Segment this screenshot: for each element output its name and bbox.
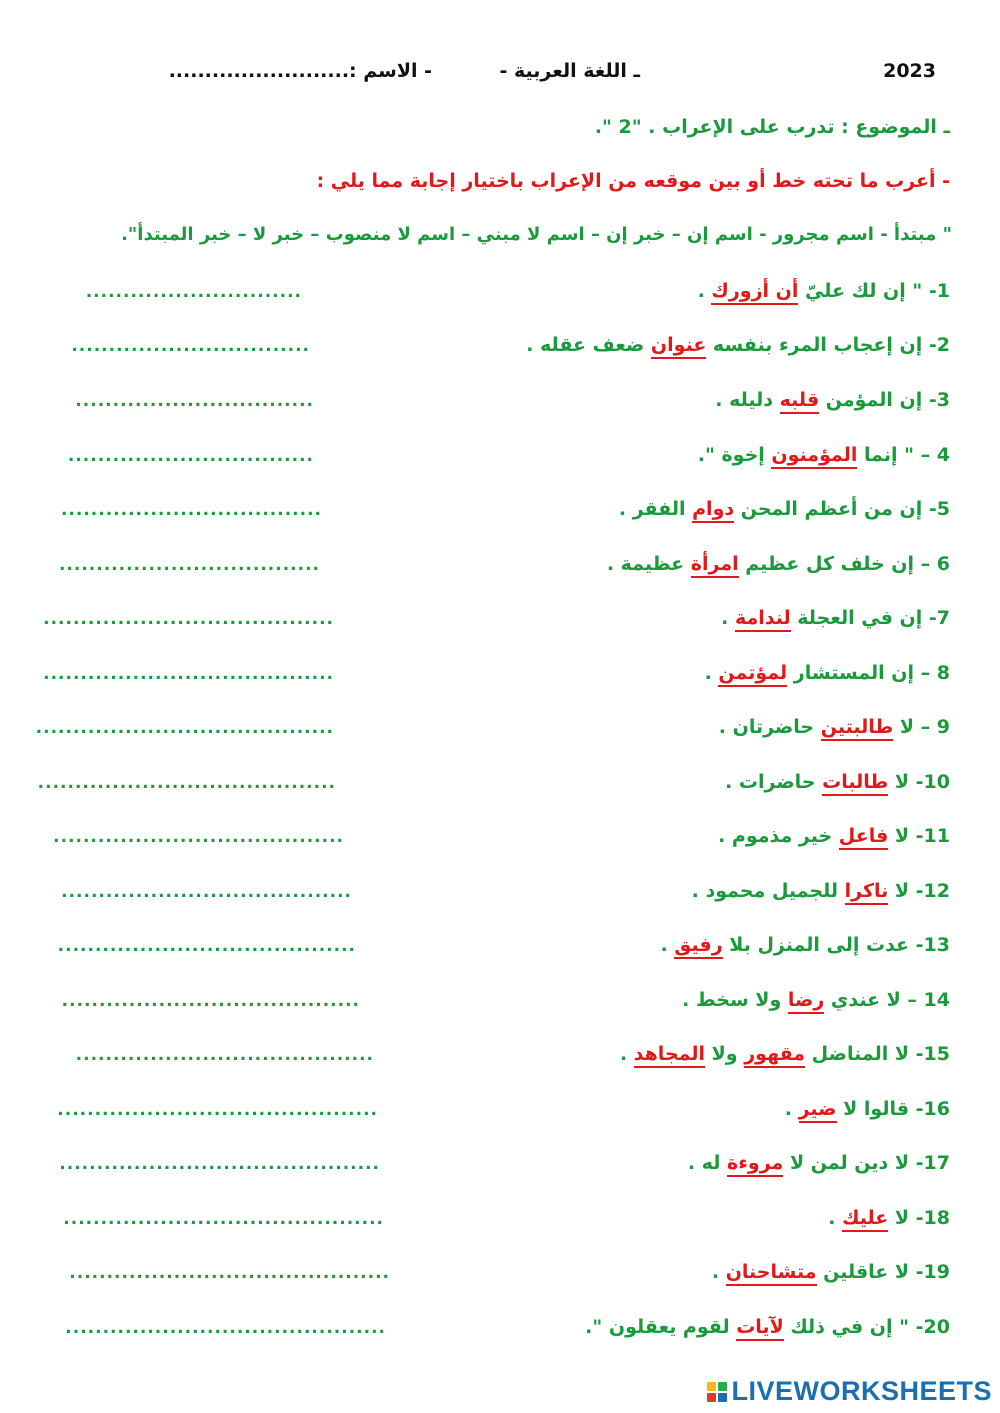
item-text: 2- إن إعجاب المرء بنفسه: [706, 334, 950, 356]
item-text: حاضرتان .: [718, 716, 821, 738]
exercise-item: [785, 1098, 950, 1120]
item-text: 11- لا: [888, 825, 950, 847]
item-text: 7- إن في العجلة: [790, 607, 950, 629]
item-text: .: [784, 1098, 799, 1120]
underlined-word: فاعل: [839, 825, 889, 850]
item-text: 6 – إن خلف كل عظيم: [738, 553, 950, 575]
underlined-word: المؤمنون: [771, 444, 857, 469]
item-text: ولا: [705, 1043, 745, 1065]
underlined-word: مروءة: [727, 1152, 783, 1177]
answer-blank[interactable]: ................................: [71, 336, 310, 356]
underlined-word: طالبتين: [821, 716, 894, 741]
exercise-item: [688, 1152, 950, 1174]
exercise-item: [619, 498, 950, 520]
item-text: 14 – لا عندي: [824, 989, 950, 1011]
item-text: له .: [687, 1152, 727, 1174]
item-text: 19- لا عاقلين: [816, 1261, 950, 1283]
underlined-word: لمؤتمن: [718, 662, 787, 687]
exercise-item: [712, 1261, 950, 1283]
item-text: خير مذموم .: [718, 825, 839, 847]
answer-blank[interactable]: ...................................: [58, 555, 320, 575]
answer-blank[interactable]: .......................................: [61, 882, 352, 902]
year: 2023: [883, 60, 936, 82]
item-text: .: [697, 280, 712, 302]
answer-blank[interactable]: .......................................: [43, 664, 334, 684]
answer-blank[interactable]: .................................: [67, 446, 314, 466]
exercise-item: [698, 444, 950, 466]
answer-blank[interactable]: ...................................: [60, 500, 322, 520]
item-text: 8 – إن المستشار: [787, 662, 950, 684]
answer-blank[interactable]: ...........................................: [63, 1209, 384, 1229]
item-text: 5- إن من أعظم المحن: [734, 498, 950, 520]
exercise-item: [620, 1043, 950, 1065]
underlined-word: عليك: [842, 1207, 888, 1232]
item-text: 4 – " إنما: [857, 444, 950, 466]
underlined-word: المجاهد: [634, 1043, 705, 1068]
item-text: 13- عدت إلى المنزل بلا: [722, 934, 950, 956]
answer-blank[interactable]: ........................................: [35, 718, 334, 738]
exercise-item: [692, 880, 950, 902]
answer-choices: " مبتدأ - اسم مجرور - اسم إن – خبر إن – اسم لا مبني – اسم لا منصوب – خبر لا – خبر المبتدأ".: [121, 224, 952, 245]
item-text: عظيمة .: [606, 553, 691, 575]
underlined-word: ضير: [799, 1098, 837, 1123]
answer-blank[interactable]: ........................................: [75, 1045, 374, 1065]
item-text: 20- " إن في ذلك: [783, 1316, 950, 1338]
underlined-word: رضا: [788, 989, 824, 1014]
item-text: 12- لا: [888, 880, 950, 902]
item-text: ولا سخط .: [682, 989, 788, 1011]
underlined-word: ناكرا: [845, 880, 889, 905]
student-name-field[interactable]: - الاسم :.........................: [168, 60, 432, 82]
underlined-word: مقهور: [744, 1043, 805, 1068]
underlined-word: امرأة: [691, 553, 739, 578]
underlined-word: لندامة: [735, 607, 791, 632]
answer-blank[interactable]: .............................: [85, 282, 302, 302]
answer-blank[interactable]: ...........................................: [59, 1154, 380, 1174]
underlined-word: طالبات: [822, 771, 888, 796]
answer-blank[interactable]: ........................................: [61, 991, 360, 1011]
topic-line: ـ الموضوع : تدرب على الإعراب . "2 ".: [594, 116, 950, 138]
exercise-item: [585, 1316, 950, 1338]
item-text: لقوم يعقلون ".: [585, 1316, 737, 1338]
logo-mark-icon: [707, 1382, 727, 1402]
answer-blank[interactable]: .......................................: [43, 609, 334, 629]
underlined-word: رفيق: [674, 934, 722, 959]
item-text: 18- لا: [888, 1207, 950, 1229]
answer-blank[interactable]: ................................: [75, 391, 314, 411]
item-text: 16- قالوا لا: [836, 1098, 950, 1120]
answer-blank[interactable]: ...........................................: [65, 1318, 386, 1338]
item-text: .: [660, 934, 675, 956]
liveworksheets-logo: [707, 1376, 992, 1407]
underlined-word: لآيات: [736, 1316, 784, 1341]
item-text: .: [721, 607, 735, 629]
exercise-item: [828, 1207, 950, 1229]
subject-label: ـ اللغة العربية -: [499, 60, 640, 82]
item-text: دليله .: [715, 389, 780, 411]
item-text: الفقر .: [618, 498, 693, 520]
item-text: .: [619, 1043, 634, 1065]
item-text: إخوة ".: [697, 444, 772, 466]
answer-blank[interactable]: ...........................................: [69, 1263, 390, 1283]
item-text: .: [828, 1207, 843, 1229]
item-text: حاضرات .: [725, 771, 823, 793]
item-text: 15- لا المناضل: [805, 1043, 950, 1065]
item-text: 9 – لا: [893, 716, 950, 738]
exercise-item: [725, 771, 950, 793]
underlined-word: عنوان: [651, 334, 706, 359]
item-text: ضعف عقله .: [526, 334, 651, 356]
exercise-item: [682, 989, 950, 1011]
answer-blank[interactable]: ........................................: [57, 936, 356, 956]
exercise-item: [719, 716, 950, 738]
instruction-line: - أعرب ما تحته خط أو بين موقعه من الإعراب باختيار إجابة مما يلي :: [316, 170, 950, 192]
answer-blank[interactable]: ........................................: [37, 773, 336, 793]
answer-blank[interactable]: .......................................: [53, 827, 344, 847]
underlined-word: دوام: [692, 498, 734, 523]
underlined-word: أن أزورك: [711, 280, 798, 305]
item-text: 17- لا دين لمن لا: [783, 1152, 950, 1174]
exercise-item: [526, 334, 950, 356]
exercise-item: [715, 389, 950, 411]
underlined-word: متشاحنان: [726, 1261, 817, 1286]
exercise-item: [705, 662, 950, 684]
item-text: للجميل محمود .: [691, 880, 845, 902]
exercise-item: [718, 825, 950, 847]
item-text: 10- لا: [888, 771, 950, 793]
underlined-word: قلبه: [780, 389, 819, 414]
item-text: .: [704, 662, 719, 684]
item-text: 3- إن المؤمن: [819, 389, 950, 411]
exercise-item: [661, 934, 950, 956]
exercise-item: [721, 607, 950, 629]
item-text: .: [711, 1261, 726, 1283]
logo-text: LIVEWORKSHEETS: [731, 1376, 992, 1406]
exercise-item: [698, 280, 950, 302]
item-text: 1- " إن لك عليّ: [798, 280, 950, 302]
answer-blank[interactable]: ...........................................: [57, 1100, 378, 1120]
exercise-item: [607, 553, 950, 575]
